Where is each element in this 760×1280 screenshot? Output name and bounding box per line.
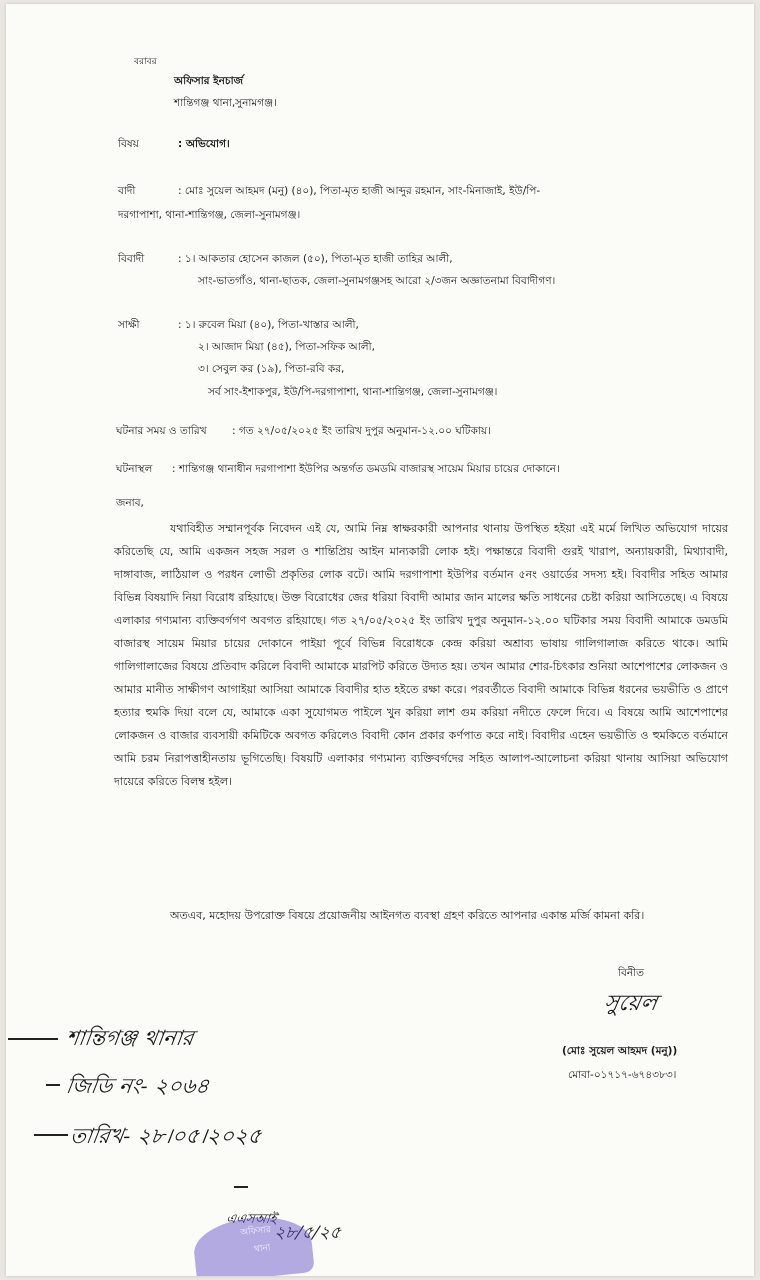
hand-date-2: ২৮/৫/২৫ — [272, 1223, 343, 1243]
to-label: বরাবর — [134, 57, 157, 67]
salutation: জনাব, — [116, 497, 144, 509]
hand-dash-1 — [8, 1038, 58, 1040]
defendant-label: বিবাদী — [118, 253, 145, 265]
plaintiff-line2: দরগাপাশা, থানা-শান্তিগঞ্জ, জেলা-সুনামগঞ্জ। — [118, 209, 301, 221]
subject-label: বিষয় — [118, 138, 139, 150]
complaint-body: যথাবিহীত সম্মানপূর্বক নিবেদন এই যে, আমি নিম্ন স্বাক্ষরকারী আপনার থানায় উপস্থিত হইয়া এই মর্মে লিখিত অভিযোগ দায়ের করিতেছি যে, আমি একজন সহজ সরল ও শান্তিপ্রিয় আইন মান্যকারী লোক হই। পক্ষান্তরে বিবাদী গুরই খারাপ, অন্যায়কারী, মিথ্যাবাদী, দাঙ্গাবাজ, লাঠিয়াল ও পরধন লোভী প্রকৃতির লোক বটে। আমি দরগাপাশা ইউপির বর্তমান ৫নং ওয়ার্ডের সদস্য হই। বিবাদীর সহিত আমার বিভিন্ন বিষয়াদি নিয়া বিরোধ রহিয়াছে। উক্ত বিরোধের জের ধরিয়া বিবাদী আমার জান মালের ক্ষতি সাধনের চেষ্টা করিয়া আসিতেছে। এ বিষয়ে এলাকার গণ্যমান্য ব্যক্তিবর্গগণ অবগত রহিয়াছে। গত ২৭/০৫/২০২৫ ইং তারিখ দুপুর অনুমান-১২.০০ ঘটিকার সময় বিবাদী আমাকে ডমডমি বাজারস্থ সায়েম মিয়ার চায়ের দোকানে পাইয়া পূর্বে বিভিন্ন বিরোধকে কেন্দ্র করিয়া অশ্রাব্য ভাষায় গালিগালাজ করিতে থাকে। আমি গালিগালাজের বিষয়ে প্রতিবাদ করিলে বিবাদী আমাকে মারপিট করিতে উদ্যত হয়। তখন আমার শোর-চিৎকার শুনিয়া আশেপাশের লোকজন ও আমার মানীত সাক্ষীগণ আগাইয়া আসিয়া আমাকে বিবাদীর হাত হইতে রক্ষা করে। পরবর্তীতে বিবাদী আমাকে বিভিন্ন ধরনের ভয়ভীতি ও প্রাণে হত্যার হুমকি দিয়া বলে যে, আমাকে একা সুযোগমত পাইলে খুন করিয়া লাশ গুম করিয়া নদীতে ফেলে দিবে। এ বিষয়ে আমি আশেপাশের লোকজন ও বাজার ব্যবসায়ী কমিটিকে অবগত করিলেও বিবাদী কোন প্রকার কর্ণপাত করে নাই। বিবাদীর এহেন ভয়ভীতি ও হুমকিতে বর্তমানে আমি চরম নিরাপত্তাহীনতায় ভূগিতেছি। বিষয়টি এলাকার গণ্যমান্য ব্যক্তিবর্গদের সহিত আলাপ-আলোচনা করিয়া থানায় আসিয়া অভিযোগ দায়েরে করিতে বিলম্ব হইল। — [114, 522, 728, 788]
incident-time-value: : গত ২৭/০৫/২০২৫ ইং তারিখ দুপুর অনুমান-১২.০০ ঘটিকায়। — [232, 425, 491, 437]
incident-place-value: : শান্তিগঞ্জ থানাধীন দরগাপাশা ইউপির অন্তর্গত ডমডমি বাজারস্থ সায়েম মিয়ার চায়ের দোকানে। — [172, 463, 560, 475]
hand-dash-3 — [34, 1134, 68, 1136]
incident-time-label: ঘটনার সময় ও তারিখ — [116, 425, 207, 437]
closing-paragraph: অতএব, মহোদয় উপরোক্ত বিষয়ে প্রয়োজনীয় আইনগত ব্যবস্থা গ্রহণ করিতে আপনার একান্ত মর্জি কামনা করি। — [170, 909, 645, 922]
witness-2: ২। আজাদ মিয়া (৪৫), পিতা-সফিক আলী, — [198, 341, 375, 353]
stamp-text-1: অফিসার — [239, 1225, 272, 1239]
stamp-text-2: থানা — [253, 1243, 272, 1255]
complaint-letter — [6, 4, 754, 1276]
witness-1: : ১। রুবেল মিয়া (৪০), পিতা-খাস্তার আলী, — [178, 319, 359, 331]
witness-3: ৩। সেবুল কর (১৯), পিতা-রবি কর, — [198, 363, 345, 375]
hand-dash-4 — [234, 1186, 248, 1188]
hand-initial: এএসআই — [225, 1212, 278, 1227]
hand-dash-2 — [46, 1084, 60, 1086]
signer-name: (মোঃ সুয়েল আহমদ (মনু)) — [562, 1045, 678, 1057]
recipient-station: শান্তিগঞ্জ থানা,সুনামগঞ্জ। — [174, 97, 277, 109]
defendant-line1: : ১। আকতার হোসেন কাজল (৫০), পিতা-মৃত হাজী তাহির আলী, — [178, 253, 453, 265]
hand-date: তারিখ- ২৮।০৫।২০২৫ — [68, 1124, 264, 1148]
plaintiff-line1: : মোঃ সুয়েল আহমদ (মনু) (৪০), পিতা-মৃত হাজী আব্দুর রহমান, সাং-মিনাজাই, ইউ/পি- — [178, 185, 541, 197]
witness-address: সর্ব সাং-ইশাকপুর, ইউ/পি-দরগাপাশা, থানা-শান্তিগঞ্জ, জেলা-সুনামগঞ্জ। — [208, 386, 498, 398]
plaintiff-label: বাদী — [118, 185, 136, 197]
signature: সুয়েল — [601, 991, 660, 1016]
signer-phone: মোবা-০১৭১৭-৬৭৪৩৮৩। — [568, 1069, 677, 1081]
regards-text: বিনীত — [618, 967, 644, 979]
incident-place-label: ঘটনাস্থল — [116, 463, 153, 475]
witness-label: সাক্ষী — [118, 319, 140, 331]
hand-station: শান্তিগঞ্জ থানার — [64, 1026, 196, 1050]
hand-gd-number: জিডি নং- ২০৬৪ — [64, 1074, 211, 1098]
defendant-line2: সাং-ভাতগাঁও, থানা-ছাতক, জেলা-সুনামগঞ্জসহ আরো ২/৩জন অজ্ঞাতনামা বিবাদীগণ। — [198, 275, 556, 287]
recipient-title: অফিসার ইনচার্জ — [174, 75, 244, 87]
subject-value: : অভিযোগ। — [178, 138, 230, 150]
